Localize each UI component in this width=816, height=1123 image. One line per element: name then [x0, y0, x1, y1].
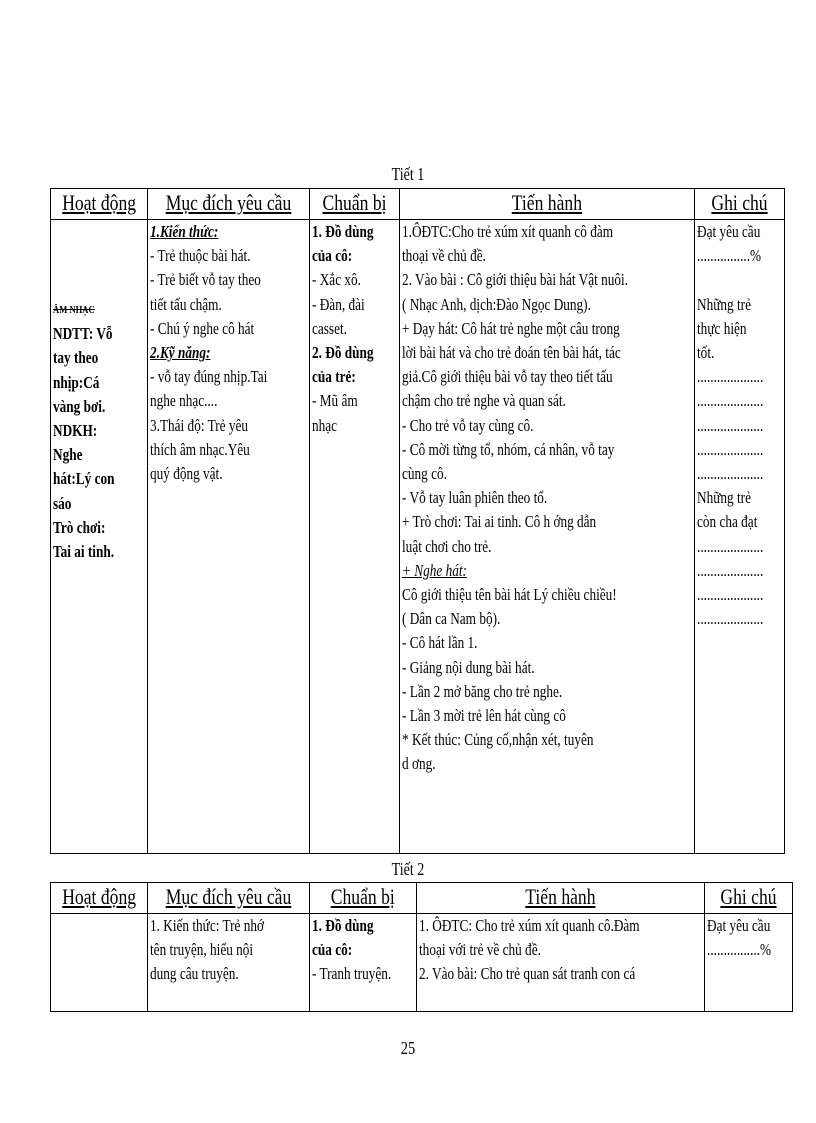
activity-line: Tai ai tinh.: [53, 542, 115, 562]
note-line: Những trẻ: [697, 488, 752, 508]
header-hoat-dong: Hoạt động: [51, 883, 148, 914]
note-line: ................%: [706, 940, 771, 960]
activity-line: NDTT: Vỗ: [53, 324, 113, 344]
lesson-table-tiet-1: [50, 188, 785, 854]
note-line: ....................: [697, 464, 764, 484]
note-line: Đạt yêu cầu: [697, 222, 761, 241]
activity-line: Trò chơi:: [53, 517, 106, 537]
note-line: ....................: [697, 439, 764, 459]
table-header-row: [51, 883, 793, 914]
procedure-cell: [416, 914, 704, 1012]
prep-heading: của cô:: [312, 940, 353, 960]
prep-heading: 1. Đồ dùng: [312, 222, 374, 241]
header-chuan-bi: Chuẩn bị: [310, 189, 400, 220]
activity-line: NDKH:: [53, 421, 98, 441]
note-line: tốt.: [697, 343, 715, 363]
header-chuan-bi: Chuẩn bị: [310, 883, 417, 914]
procedure-line: chậm cho trẻ nghe và quan sát.: [402, 391, 567, 411]
objective-line: dung câu truyện.: [150, 964, 240, 984]
prep-line: nhạc: [312, 415, 338, 435]
notes-cell: [695, 220, 785, 854]
prep-line: - Xắc xô.: [312, 270, 362, 290]
prep-heading: của cô:: [312, 246, 353, 266]
objective-line: 3.Thái độ: Trẻ yêu: [150, 415, 249, 435]
procedure-line: + Trò chơi: Tai ai tinh. Cô h ớng dẫn: [402, 512, 597, 532]
procedure-cell: [400, 220, 695, 854]
header-muc-dich: Mục đích yêu cầu: [148, 883, 310, 914]
objective-line: thích âm nhạc.Yêu: [150, 439, 251, 459]
procedure-line: + Dạy hát: Cô hát trẻ nghe một câu trong: [402, 318, 621, 338]
header-hoat-dong: Hoạt động: [51, 189, 148, 220]
prep-line: - Mũ âm: [312, 391, 358, 411]
procedure-line: thoại về chủ đề.: [402, 246, 487, 266]
procedure-line: - Cô hát lần 1.: [402, 633, 478, 653]
procedure-line: - Cô mời từng tổ, nhóm, cá nhân, vỗ tay: [402, 439, 615, 459]
procedure-line: - Cho trẻ vỗ tay cùng cô.: [402, 415, 534, 435]
note-line: Đạt yêu cầu: [706, 916, 770, 935]
objective-line: 1. Kiến thức: Trẻ nhớ: [150, 916, 265, 935]
header-tien-hanh: Tiến hành: [400, 189, 695, 220]
objective-line: - Trẻ thuộc bài hát.: [150, 246, 251, 266]
procedure-line: - Lần 3 mời trẻ lên hát cùng cô: [402, 706, 567, 726]
activity-line: hát:Lý con: [53, 469, 115, 489]
table-row: [51, 220, 785, 854]
objectives-cell: [148, 220, 310, 854]
note-line: ....................: [697, 367, 764, 387]
preparation-cell: [310, 220, 400, 854]
procedure-line: 1. ÔĐTC: Cho trẻ xúm xít quanh cô.Đàm: [418, 916, 640, 935]
procedure-line: thoại với trẻ về chủ đề.: [418, 940, 541, 960]
page-number: 25: [400, 1038, 416, 1058]
procedure-line: cùng cô.: [402, 464, 448, 484]
header-muc-dich: Mục đích yêu cầu: [148, 189, 310, 220]
note-line: [697, 268, 782, 292]
activity-line: vàng bơi.: [53, 396, 106, 416]
procedure-line: luật chơi cho trẻ.: [402, 536, 492, 556]
procedure-line: ( Dân ca Nam bộ).: [402, 609, 501, 629]
header-ghi-chu: Ghi chú: [704, 883, 792, 914]
procedure-line: - Vỗ tay luân phiên theo tổ.: [402, 488, 548, 508]
objective-line: tiết tấu chậm.: [150, 294, 223, 314]
procedure-line: 1.ÔĐTC:Cho trẻ xúm xít quanh cô đàm: [402, 222, 614, 241]
prep-heading: 2. Đồ dùng: [312, 343, 374, 363]
procedure-line: - Giảng nội dung bài hát.: [402, 657, 535, 677]
note-line: Những trẻ: [697, 294, 752, 314]
prep-heading: của trẻ:: [312, 367, 357, 387]
procedure-line: - Lần 2 mở băng cho trẻ nghe.: [402, 681, 563, 701]
prep-heading: 1. Đồ dùng: [312, 916, 374, 935]
note-line: ....................: [697, 609, 764, 629]
activity-line: sáo: [53, 493, 72, 513]
procedure-line: * Kết thúc: Củng cố,nhận xét, tuyên: [402, 730, 594, 750]
preparation-cell: [310, 914, 417, 1012]
activity-line: tay theo: [53, 348, 99, 368]
procedure-line: lời bài hát và cho trẻ đoán tên bài hát, tác: [402, 343, 621, 363]
objective-line: - Chú ý nghe cô hát: [150, 318, 255, 338]
objectives-cell: [148, 914, 310, 1012]
prep-line: - Đàn, đài: [312, 294, 365, 314]
prep-line: casset.: [312, 318, 348, 338]
activity-line: Nghe: [53, 445, 83, 465]
section-title-tiet-1: Tiết 1: [391, 164, 425, 184]
table-header-row: [51, 189, 785, 220]
objective-line: tên truyện, hiểu nội: [150, 940, 254, 960]
activity-cell: [51, 914, 148, 1012]
objective-line: - vỗ tay đúng nhịp.Tai: [150, 367, 268, 387]
procedure-line: 2. Vào bài : Cô giới thiệu bài hát Vật nuôi.: [402, 270, 629, 290]
procedure-line: + Nghe hát:: [402, 560, 468, 580]
objective-heading: 1.Kiến thức:: [150, 222, 219, 241]
prep-line: - Tranh truyện.: [312, 964, 392, 984]
procedure-line: Cô giới thiệu tên bài hát Lý chiều chiều!: [402, 585, 617, 605]
header-ghi-chu: Ghi chú: [695, 189, 785, 220]
note-line: ....................: [697, 536, 764, 556]
objective-heading: 2.Kỹ năng:: [150, 343, 211, 363]
header-tien-hanh: Tiến hành: [416, 883, 704, 914]
procedure-line: giả.Cô giới thiệu bài vỗ tay theo tiết tấu: [402, 367, 613, 387]
note-line: thực hiện: [697, 318, 747, 338]
activity-cell: [51, 220, 148, 854]
note-line: ....................: [697, 391, 764, 411]
table-row: [51, 914, 793, 1012]
notes-cell: [704, 914, 792, 1012]
section-title-tiet-2: Tiết 2: [391, 859, 425, 879]
objective-line: nghe nhạc....: [150, 391, 218, 411]
procedure-line: ( Nhạc Anh, dịch:Đào Ngọc Dung).: [402, 294, 592, 314]
procedure-line: d ơng.: [402, 754, 436, 774]
note-line: ................%: [697, 246, 762, 266]
objective-line: - Trẻ biết vỗ tay theo: [150, 270, 262, 290]
objective-line: quý động vật.: [150, 464, 223, 484]
procedure-line: 2. Vào bài: Cho trẻ quan sát tranh con cá: [418, 964, 636, 984]
note-line: ....................: [697, 560, 764, 580]
lesson-table-tiet-2: [50, 882, 793, 1012]
note-line: ....................: [697, 415, 764, 435]
note-line: ....................: [697, 585, 764, 605]
subject-label: ÂM NHẠC: [53, 304, 95, 316]
activity-line: nhịp:Cá: [53, 372, 100, 392]
note-line: còn cha đạt: [697, 512, 758, 532]
